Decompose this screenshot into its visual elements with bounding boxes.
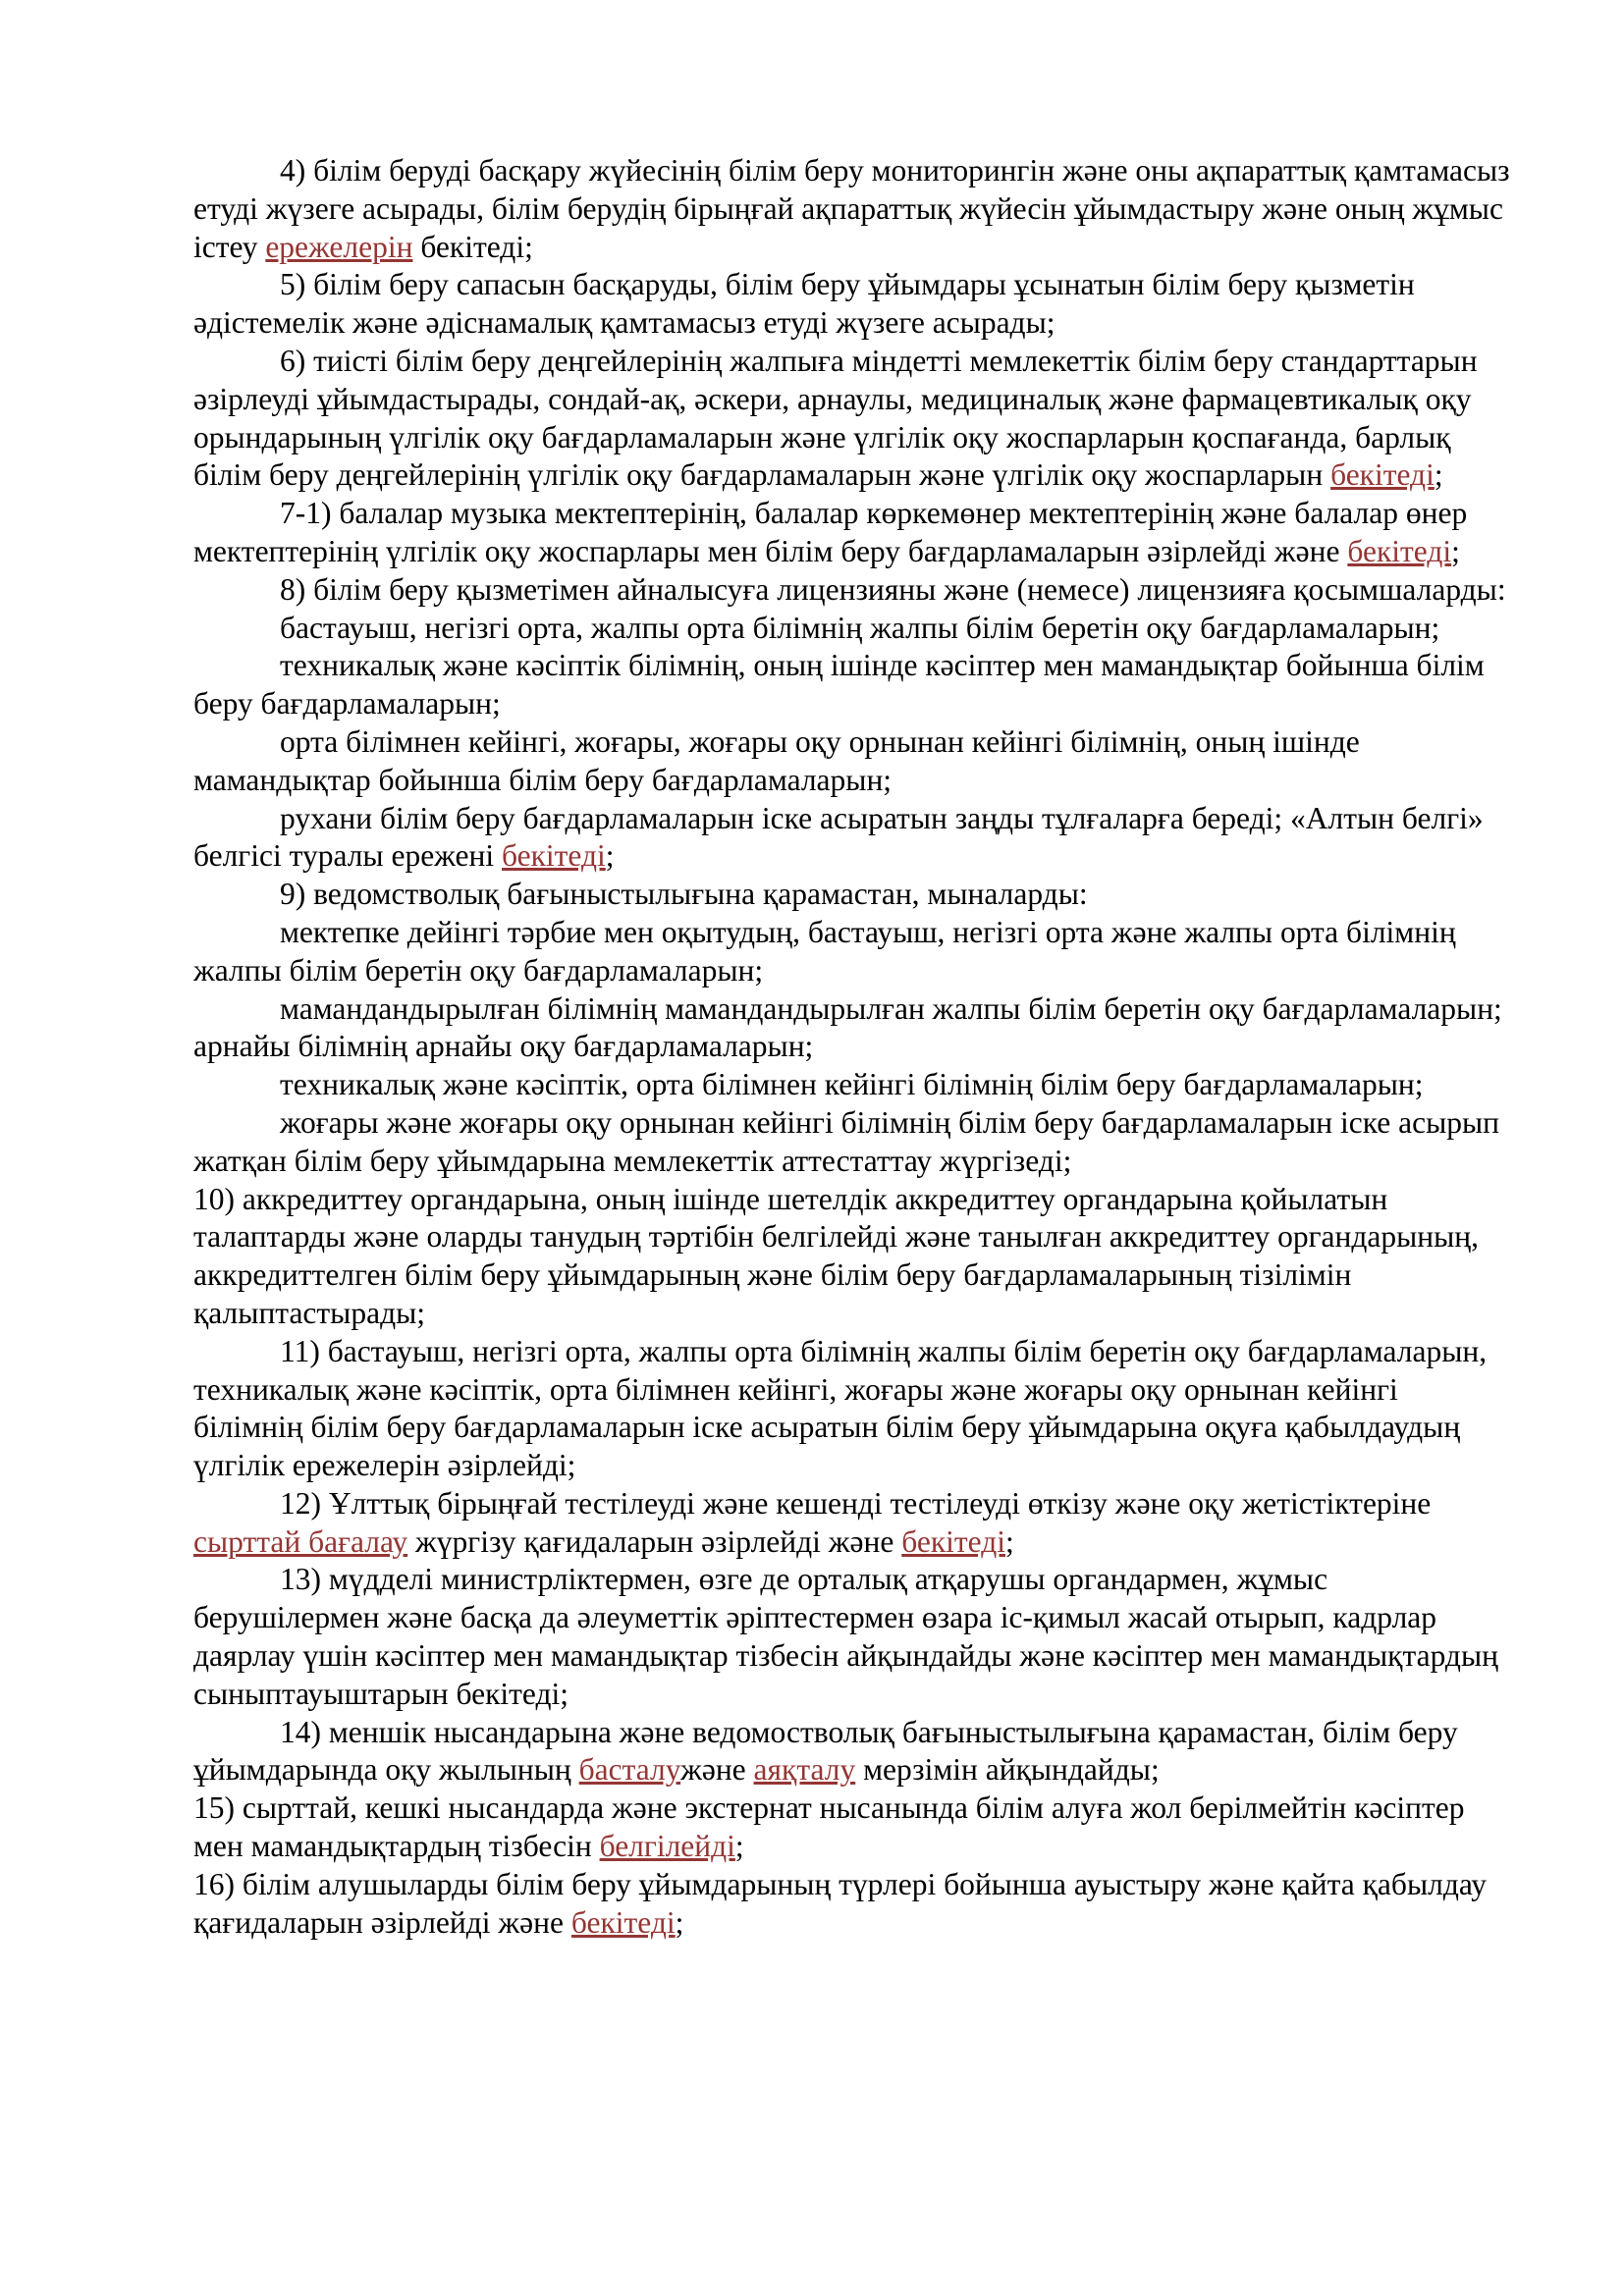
paragraph xyxy=(193,1181,1514,1333)
text-run: мектепке дейінгі тәрбие мен оқытудың, бастауыш, негізгі орта және жалпы орта білімнің жалпы білім беретін оқу бағдарламаларын; xyxy=(193,914,1456,988)
text-run: мамандандырылған білімнің мамандандырылған жалпы білім беретін оқу бағдарламаларын; арнайы білімнің арнайы оқу бағдарламаларын; xyxy=(193,990,1502,1064)
text-run: 16) білім алушыларды білім беру ұйымдарының түрлері бойынша ауыстыру және қайта қабылдау қағидаларын әзірлейді және xyxy=(193,1866,1487,1940)
document-link[interactable]: белгілейді xyxy=(599,1829,735,1864)
text-run: 4) білім беруді басқару жүйесінің білім беру мониторингін және оны ақпараттық қамтамасыз етуді жүзеге асырады, білім берудің бірыңғай ақпараттық жүйесін ұйымдастыру және оның жұмыс істеу xyxy=(193,153,1510,264)
text-run: техникалық және кәсіптік білімнің, оның ішінде кәсіптер мен мамандықтар бойынша білім беру бағдарламаларын; xyxy=(193,648,1485,721)
text-run: ; xyxy=(675,1904,684,1940)
paragraph xyxy=(193,647,1514,723)
paragraph xyxy=(193,914,1514,990)
text-run: ; xyxy=(1451,533,1460,568)
text-run: рухани білім беру бағдарламаларын іске асыратын заңды тұлғаларға береді; «Алтын белгі» белгісі туралы ережені xyxy=(193,800,1484,874)
paragraph xyxy=(193,152,1514,266)
paragraph xyxy=(193,1789,1514,1866)
paragraph xyxy=(193,990,1514,1067)
paragraph xyxy=(193,1485,1514,1562)
paragraph xyxy=(193,723,1514,800)
paragraph xyxy=(193,1066,1514,1104)
document-link[interactable]: бекітеді xyxy=(1330,457,1435,493)
text-run: жүргізу қағидаларын әзірлейді және xyxy=(407,1523,902,1559)
paragraph xyxy=(193,343,1514,495)
text-run: мерзімін айқындайды; xyxy=(855,1752,1160,1788)
paragraph xyxy=(193,1333,1514,1485)
paragraph xyxy=(193,1561,1514,1713)
paragraph xyxy=(193,610,1514,648)
text-run: жоғары және жоғары оқу орнынан кейінгі білімнің білім беру бағдарламаларын іске асырып жатқан білім беру ұйымдарына мемлекеттік аттестаттау жүргізеді; xyxy=(193,1104,1500,1178)
paragraph xyxy=(193,1866,1514,1943)
document-link[interactable]: аяқталу xyxy=(753,1752,856,1788)
document-body xyxy=(193,152,1514,1942)
paragraph xyxy=(193,1104,1514,1181)
text-run: 14) меншік нысандарына және ведомостволық бағыныстылығына қарамастан, білім беру ұйымдарында оқу жылының xyxy=(193,1714,1458,1788)
document-link[interactable]: сырттай бағалау xyxy=(193,1523,408,1559)
text-run: техникалық және кәсіптік, орта білімнен кейінгі білімнің білім беру бағдарламаларын; xyxy=(280,1067,1424,1102)
paragraph xyxy=(193,1714,1514,1790)
paragraph xyxy=(193,495,1514,571)
document-link[interactable]: бекітеді xyxy=(1347,533,1452,568)
text-run: 10) аккредиттеу органдарына, оның ішінде шетелдік аккредиттеу органдарына қойылатын талаптарды және оларды танудың тәртібін белгілейді және танылған аккредиттеу органдарының, аккредиттелген білім беру ұйымдарының және білім беру бағдарламаларының тізілімін қалыптастырады; xyxy=(193,1181,1480,1330)
text-run: 11) бастауыш, негізгі орта, жалпы орта білімнің жалпы білім беретін оқу бағдарламаларын, техникалық және кәсіптік, орта білімнен кейінгі, жоғары және жоғары оқу орнынан кейінгі білімнің білім беру бағдарламаларын іске асыратын білім беру ұйымдарына оқуға қабылдаудың үлгілік ережелерін әзірлейді; xyxy=(193,1333,1488,1483)
text-run: бастауыш, негізгі орта, жалпы орта білімнің жалпы білім беретін оқу бағдарламаларын; xyxy=(280,610,1440,645)
paragraph xyxy=(193,571,1514,610)
text-run: ; xyxy=(605,838,615,874)
text-run: 7-1) балалар музыка мектептерінің, балалар көркемөнер мектептерінің және балалар өнер мектептерінің үлгілік оқу жоспарлары мен білім беру бағдарламаларын әзірлейді және xyxy=(193,496,1468,568)
text-run: 9) ведомстволық бағыныстылығына қарамастан, мыналарды: xyxy=(280,877,1088,912)
text-run: ; xyxy=(1434,457,1443,493)
text-run: 6) тиісті білім беру деңгейлерінің жалпыға міндетті мемлекеттік білім беру стандарттарын әзірлеуді ұйымдастырады, сондай-ақ, әскери, арнаулы, медициналық және фармацевтикалық оқу орындарының үлгілік оқу бағдарламаларын және үлгілік оқу жоспарларын қоспағанда, барлық білім беру деңгейлерінің үлгілік оқу бағдарламаларын және үлгілік оқу жоспарларын xyxy=(193,343,1478,493)
document-link[interactable]: басталу xyxy=(578,1752,681,1788)
text-run: орта білімнен кейінгі, жоғары, жоғары оқу орнынан кейінгі білімнің, оның ішінде мамандықтар бойынша білім беру бағдарламаларын; xyxy=(193,723,1360,797)
paragraph xyxy=(193,266,1514,343)
paragraph xyxy=(193,876,1514,914)
paragraph xyxy=(193,800,1514,877)
document-link[interactable]: бекітеді xyxy=(570,1904,676,1940)
text-run: 8) білім беру қызметімен айналысуға лицензияны және (немесе) лицензияға қосымшаларды: xyxy=(280,571,1506,607)
text-run: 13) мүдделі министрліктермен, өзге де орталық атқарушы органдармен, жұмыс берушілермен және басқа да әлеуметтік әріптестермен өзара іс-қимыл жасай отырып, кадрлар даярлау үшін кәсіптер мен мамандықтар тізбесін айқындайды және кәсіптер мен мамандықтардың сыныптауыштарын бекітеді; xyxy=(193,1562,1498,1711)
document-link[interactable]: бекітеді xyxy=(502,838,606,874)
document-link[interactable]: ережелерін xyxy=(265,229,413,264)
text-run: ; xyxy=(734,1829,744,1864)
document-link[interactable]: бекітеді xyxy=(901,1523,1006,1559)
text-run: 12) Ұлттық бірыңғай тестілеуді және кешенді тестілеуді өткізу және оқу жетістіктеріне xyxy=(280,1485,1432,1521)
text-run: және xyxy=(680,1752,754,1788)
text-run: 15) сырттай, кешкі нысандарда және экстернат нысанында білім алуға жол берілмейтін кәсіптер мен мамандықтардың тізбесін xyxy=(193,1790,1465,1864)
text-run: 5) білім беру сапасын басқаруды, білім беру ұйымдары ұсынатын білім беру қызметін әдістемелік және әдіснамалық қамтамасыз етуді жүзеге асырады; xyxy=(193,267,1415,341)
text-run: бекітеді; xyxy=(412,229,533,264)
text-run: ; xyxy=(1005,1523,1014,1559)
